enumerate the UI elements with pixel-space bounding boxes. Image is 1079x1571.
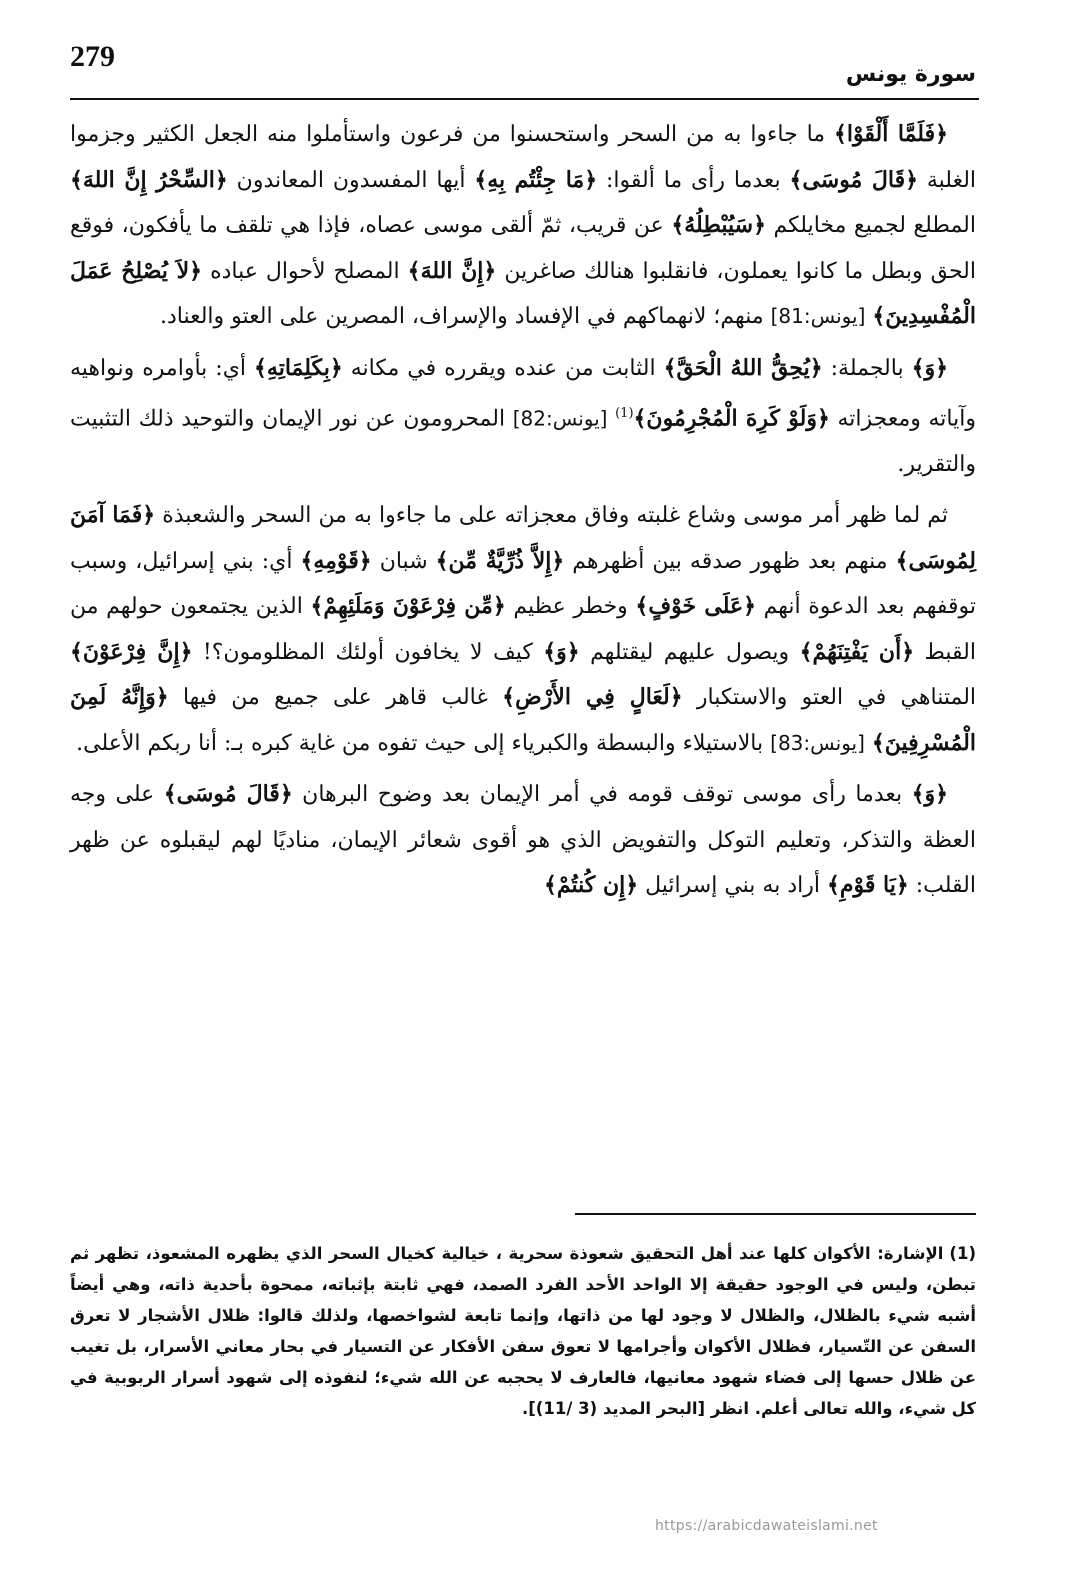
commentary-text: عن قريب، ثمّ ألقى موسى عصاه، فإذا هي تلقف ما يأفكون، فوقع الحق وبطل ما كانوا يعملون، فانقلبوا هنالك صاغرين [70,213,976,284]
quran-quote: ﴿فَلَمَّا أَلْقَوْا﴾ [834,121,948,147]
quran-quote: ﴿وَلَوْ كَرِهَ الْمُجْرِمُونَ﴾ [633,405,830,432]
footnote-text: الإشارة: الأكوان كلها عند أهل التحقيق شعوذة سحرية ، خيالية كخيال السحر الذي يظهره المشعوذ، تظهر ثم تبطن، وليس في الوجود حقيقة إلا الواحد الأحد الفرد الصمد، فهي ثابتة بإثباته، ممحوة بأحدية ذاته، وهي أيضاً أشبه شيء بالظلال، والظلال لا وجود لها من ذاتها، وإنما تابعة لشواخصها، ولذلك قالوا: ظلال الأشجار لا تعرق السفن عن التّسيار، فظلال الأكوان وأجرامها لا تعوق سفن الأفكار عن التسيار في بحار معاني الأسرار، بل تغيب عن ظلال حسها إلى فضاء شهود معانيها، فالعارف لا يحجبه عن الله شيء؛ لنفوذه إلى شهود أسرار الربوبية في كل شيء، والله تعالى أعلم. انظر [البحر المديد (3 /11)]. [70,1244,976,1418]
commentary-text: بالاستيلاء والبسطة والكبرياء إلى حيث تفوه من غاية كبره بـ: أنا ربكم الأعلى. [76,730,771,756]
commentary-text: المتناهي في العتو والاستكبار [682,685,977,711]
commentary-text: ثم لما ظهر أمر موسى وشاع غلبته وفاق معجزاته على ما جاءوا به من السحر والشعبذة [155,503,948,529]
commentary-text: الثابت من عنده ويقرره في مكانه [342,355,664,381]
verse-reference: [يونس:83] [770,730,865,755]
footnote [70,1238,976,1424]
quran-quote: ﴿يُحِقُّ اللهُ الْحَقَّ﴾ [663,354,823,381]
commentary-text: المصلح لأحوال عباده [202,258,408,284]
commentary-text: بعدما رأى ما ألقوا: [597,167,790,193]
commentary-text: أي: بأوامره ونواهيه وآياته ومعجزاته [70,355,976,432]
quran-quote: ﴿يَا قَوْمِ﴾ [826,872,909,899]
commentary-text: أيها المفسدون المعاندون [227,167,475,193]
quran-quote: ﴿لاَ يُصْلِحُ عَمَلَ الْمُفْسِدِينَ﴾ [70,257,976,329]
quran-quote: ﴿إِنَّ فِرْعَوْنَ﴾ [70,638,193,665]
commentary-text [865,731,872,756]
quran-quote: ﴿لَعَالٍ فِي الأَرْضِ﴾ [502,684,683,711]
quran-quote: ﴿إِلاَّ ذُرِّيَّةٌ مِّن﴾ [435,547,565,574]
commentary-text: ويصول عليهم ليقتلهم [579,639,800,665]
commentary-text: منهم بعد ظهور صدقه بين أظهرهم [564,548,896,574]
watermark-url: https://arabicdawateislami.net [655,1518,878,1534]
quran-quote: ﴿مِّن فِرْعَوْنَ وَمَلَئِهِمْ﴾ [310,593,506,620]
commentary-text [607,406,615,431]
footnote-divider [575,1213,976,1215]
footnote-marker: (1) [615,406,634,421]
quran-quote: ﴿أَن يَفْتِنَهُمْ﴾ [799,638,915,665]
commentary-text: أي: بني إسرائيل، وسبب توقفهم بعد الدعوة أنهم [70,548,977,620]
quran-quote: ﴿فَمَا آمَنَ لِمُوسَى﴾ [70,502,977,574]
surah-running-head: سورة يونس [845,62,976,87]
commentary-text: على وجه العظة والتذكر، وتعليم التوكل والتفويض الذي هو أقوى شعائر الإيمان، مناديًا لهم ليقبلوه عن ظهر القلب: [70,782,976,899]
main-text [70,112,976,915]
commentary-text: وخطر عظيم [505,594,636,620]
commentary-text: بالجملة: [822,355,912,381]
quran-quote: ﴿وَ﴾ [911,354,948,381]
footnote-number: (1) [949,1244,976,1263]
commentary-text: كيف لا يخافون أولئك المظلومون؟! [192,639,544,665]
commentary-text: المطلع لجميع مخايلكم [765,213,976,238]
header-divider [70,98,979,100]
quran-quote: ﴿قَوْمِهِ﴾ [300,547,372,574]
quran-quote: ﴿سَيُبْطِلُهُ﴾ [671,212,766,238]
commentary-text: بعدما رأى موسى توقف قومه في أمر الإيمان بعد وضوح البرهان [292,782,912,808]
verse-reference: [يونس:82] [512,406,608,431]
commentary-text: الذين يجتمعون حولهم من القبط [70,594,976,665]
paragraph [70,493,976,766]
quran-quote: ﴿وَ﴾ [911,781,948,808]
commentary-text: أراد به بني إسرائيل [638,873,827,899]
verse-reference: [يونس:81] [770,304,866,328]
commentary-text: منهم؛ لانهماكهم في الإفساد والإسراف، المصرين على العتو والعناد. [159,304,771,329]
quran-quote: ﴿مَا جِئْتُم بِهِ﴾ [474,166,598,193]
quran-quote: ﴿السِّحْرُ إِنَّ اللهَ﴾ [70,166,228,193]
quran-quote: ﴿قَالَ مُوسَى﴾ [163,781,293,808]
commentary-text: غالب قاهر على جميع من فيها [168,685,503,711]
quran-quote: ﴿وَ﴾ [543,638,580,665]
quran-quote: ﴿إِن كُنتُمْ﴾ [544,872,639,899]
paragraph [70,112,976,340]
paragraph [70,772,976,909]
paragraph [70,346,976,488]
commentary-text: شبان [371,548,436,574]
quran-quote: ﴿عَلَى خَوْفٍ﴾ [635,593,756,620]
quran-quote: ﴿قَالَ مُوسَى﴾ [789,166,918,193]
page-number: 279 [70,40,115,73]
quran-quote: ﴿إِنَّ اللهَ﴾ [407,257,497,284]
commentary-text: المحرومون عن نور الإيمان والتوحيد ذلك التثبيت والتقرير. [70,406,976,477]
quran-quote: ﴿وَإِنَّهُ لَمِنَ الْمُسْرِفِينَ﴾ [70,684,976,756]
commentary-text: ما جاءوا به من السحر واستحسنوا من فرعون واستأملوا منه الجعل الكثير وجزموا الغلبة [70,122,977,193]
quran-quote: ﴿بِكَلِمَاتِهِ﴾ [254,354,343,381]
